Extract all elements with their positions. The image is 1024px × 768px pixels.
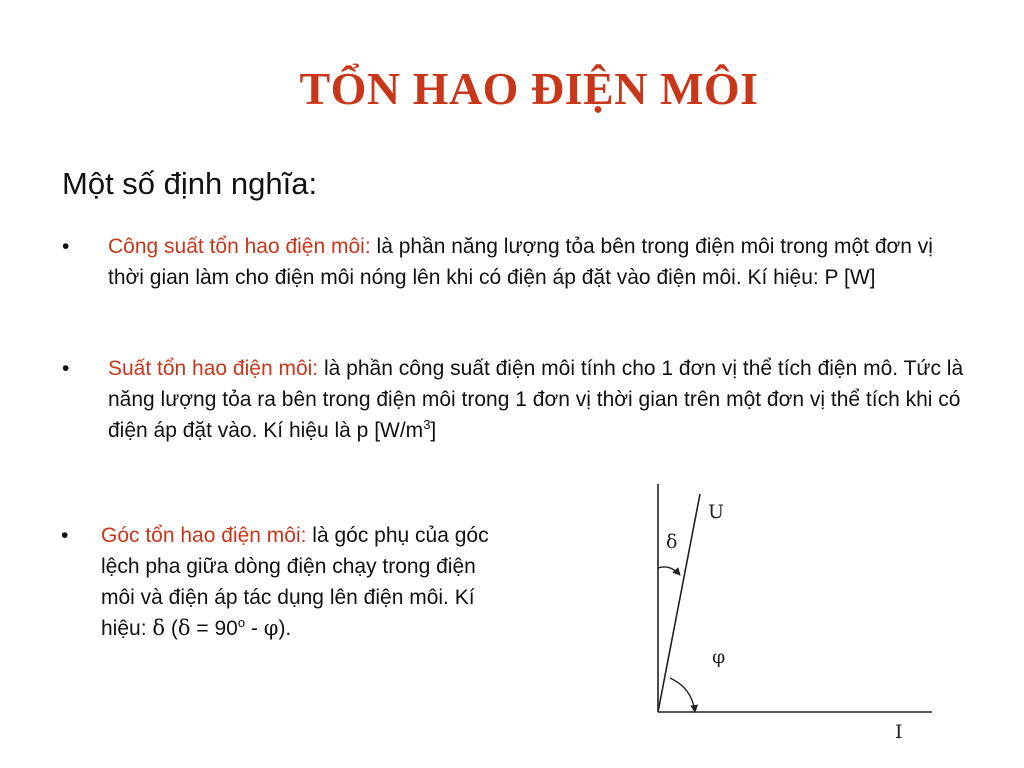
formula-delta: δ [177, 616, 191, 640]
bullet-marker: • [61, 524, 69, 547]
phi-angle-arc [670, 678, 695, 712]
voltage-vector-u [658, 494, 700, 712]
formula-minus: - [245, 617, 264, 640]
bullet-text: là phần năng lượng tỏa bên trong điện môi trong một đơn vị thời gian làm cho điện môi nóng lên khi có điện áp đặt vào điện môi. Kí hiệu: P [W] [108, 235, 933, 289]
bullet-marker: • [62, 357, 70, 380]
unit-close: ] [430, 419, 437, 442]
unit-superscript: 3 [423, 417, 431, 432]
bullet-loss-angle [61, 520, 501, 644]
formula-phi: φ [263, 616, 279, 640]
phasor-diagram [640, 478, 940, 748]
degree-superscript: o [237, 615, 246, 630]
bullet-term: Góc tổn hao điện môi: [101, 524, 307, 547]
slide-subtitle: Một số định nghĩa: [62, 166, 318, 201]
bullet-specific-dielectric-loss [62, 353, 968, 446]
bullet-marker: • [62, 235, 70, 258]
bullet-text: là góc phụ của góc lệch pha giữa dòng điện chạy trong điện môi và điện áp tác dụng lên điện môi. Kí hiệu: [101, 524, 489, 640]
current-label: I [895, 721, 903, 743]
phi-label: φ [712, 646, 726, 668]
slide-title: TỔN HAO ĐIỆN MÔI [299, 63, 759, 114]
formula-open: ( [165, 617, 178, 640]
bullet-dielectric-loss-power [62, 231, 968, 293]
delta-label: δ [666, 531, 678, 553]
voltage-label: U [708, 501, 725, 523]
bullet-text: là phần công suất điện môi tính cho 1 đơn vị thể tích điện mô. Tức là năng lượng tỏa ra bên trong điện môi trong 1 đơn vị thời gian trên một đơn vị thể tích khi có điện áp đặt vào. Kí hiệu là p [W/m [108, 357, 964, 442]
formula-close: ). [278, 617, 292, 640]
delta-angle-arc [658, 567, 680, 575]
bullet-term: Suất tổn hao điện môi: [108, 357, 319, 380]
delta-symbol: δ [152, 616, 166, 640]
bullet-term: Công suất tổn hao điện môi: [108, 235, 371, 258]
formula-equals-90: = 90 [190, 617, 238, 640]
